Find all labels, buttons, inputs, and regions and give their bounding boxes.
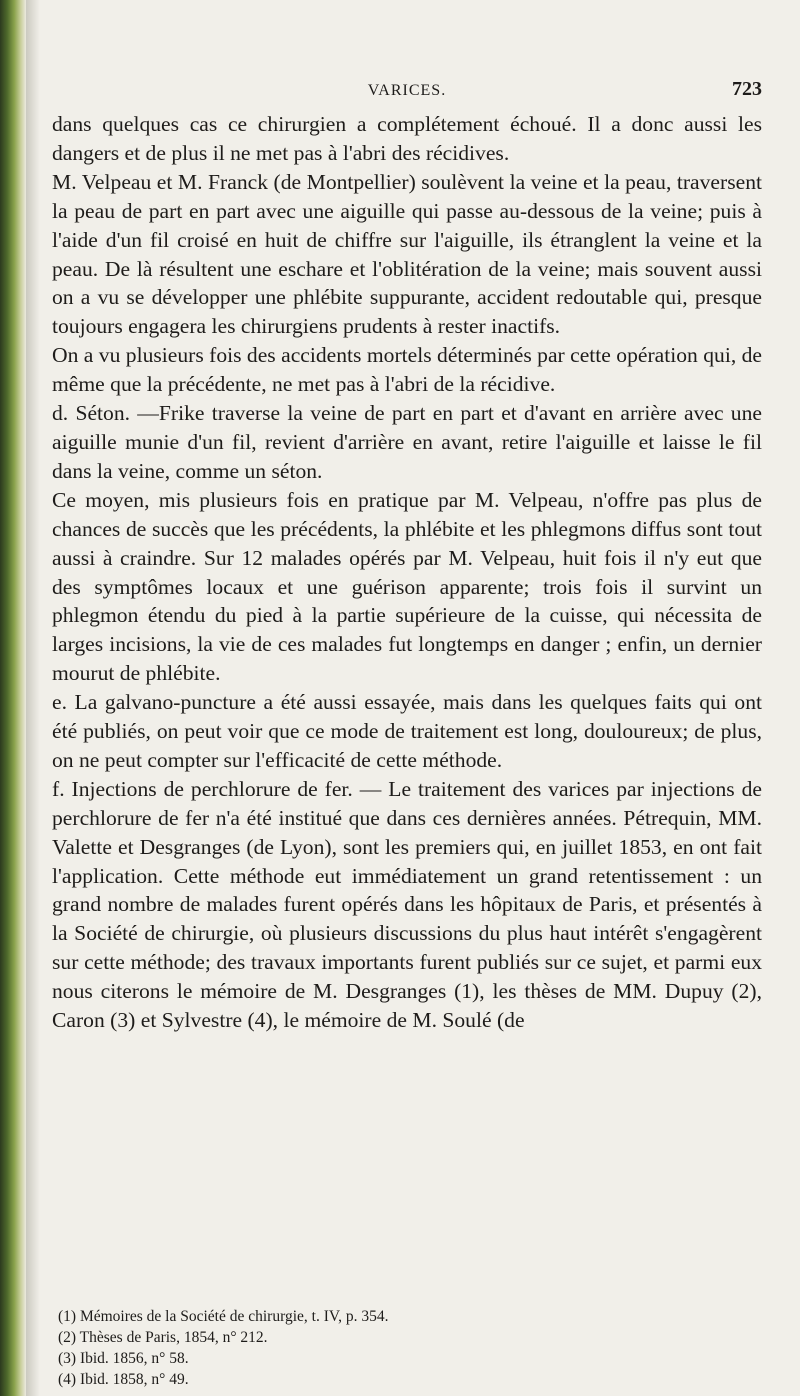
paragraph-accidents-mortels: On a vu plusieurs fois des accidents mortels déterminés par cette opération qui, de même que la précédente, ne met pas à l'abri de la récidive. [52, 343, 762, 397]
paragraph-injections-perchlorure: f. Injections de perchlorure de fer. — Le traitement des varices par injections de perchlorure de fer n'a été institué que dans ces dernières années. Pétrequin, MM. Valette et Desgranges (de Lyon), sont les premiers qui, en juillet 1853, en ont fait l'application. Cette méthode eut immédiatement un grand retentissement : un grand nombre de malades furent opérés dans les hôpitaux de Paris, et présentés à la Société de chirurgie, où plusieurs discussions du plus haut intérêt s'engagèrent sur cette méthode; des travaux importants furent publiés sur ce sujet, et parmi eux nous citerons le mémoire de M. Desgranges (1), les thèses de MM. Dupuy (2), Caron (3) et Sylvestre (4), le mémoire de M. Soulé (de [52, 776, 762, 1033]
gutter-shadow [26, 0, 40, 1396]
footnote: (3) Ibid. 1856, n° 58. [58, 1350, 189, 1367]
paragraph-seton: d. Séton. —Frike traverse la veine de part en part et d'avant en arrière avec une aiguille munie d'un fil, revient d'arrière en avant, retire l'aiguille et laisse le fil dans la veine, comme un séton. [52, 401, 762, 483]
page-header [52, 78, 762, 106]
footnote: (4) Ibid. 1858, n° 49. [58, 1371, 189, 1388]
page-body [52, 110, 762, 1035]
paragraph-velpeau-franck: M. Velpeau et M. Franck (de Montpellier) soulèvent la veine et la peau, traversent la peau de part en part avec une aiguille qui passe au-dessous de la veine; puis à l'aide d'un fil croisé en huit de chiffre sur l'aiguille, ils étranglent la veine et la peau. De là résultent une eschare et l'oblitération de la veine; mais souvent aussi on a vu se développer une phlébite suppurante, accident redoutable qui, presque toujours engagera les chirurgiens prudents à rester inactifs. [52, 169, 762, 339]
footnote: (2) Thèses de Paris, 1854, n° 212. [58, 1329, 268, 1346]
page-number: 723 [732, 78, 762, 100]
running-head: VARICES. [367, 82, 447, 99]
footnote: (1) Mémoires de la Société de chirurgie, t. IV, p. 354. [58, 1308, 389, 1325]
paragraph-continuation: dans quelques cas ce chirurgien a complétement échoué. Il a donc aussi les dangers et de plus il ne met pas à l'abri des récidives. [52, 112, 762, 165]
paragraph-ce-moyen: Ce moyen, mis plusieurs fois en pratique par M. Velpeau, n'offre pas plus de chances de succès que les précédents, la phlébite et les phlegmons diffus sont tout aussi à craindre. Sur 12 malades opérés par M. Velpeau, huit fois il n'y eut que des symptômes locaux et une guérison apparente; trois fois il survint un phlegmon étendu du pied à la partie supérieure de la cuisse, qui nécessita de larges incisions, la vie de ces malades fut longtemps en danger ; enfin, un dernier mourut de phlébite. [52, 487, 762, 686]
footnotes [52, 1306, 762, 1390]
book-binding-edge [0, 0, 26, 1396]
paragraph-galvano-puncture: e. La galvano-puncture a été aussi essayée, mais dans les quelques faits qui ont été publiés, on peut voir que ce mode de traitement est long, douloureux; de plus, on ne peut compter sur l'efficacité de cette méthode. [52, 690, 762, 772]
